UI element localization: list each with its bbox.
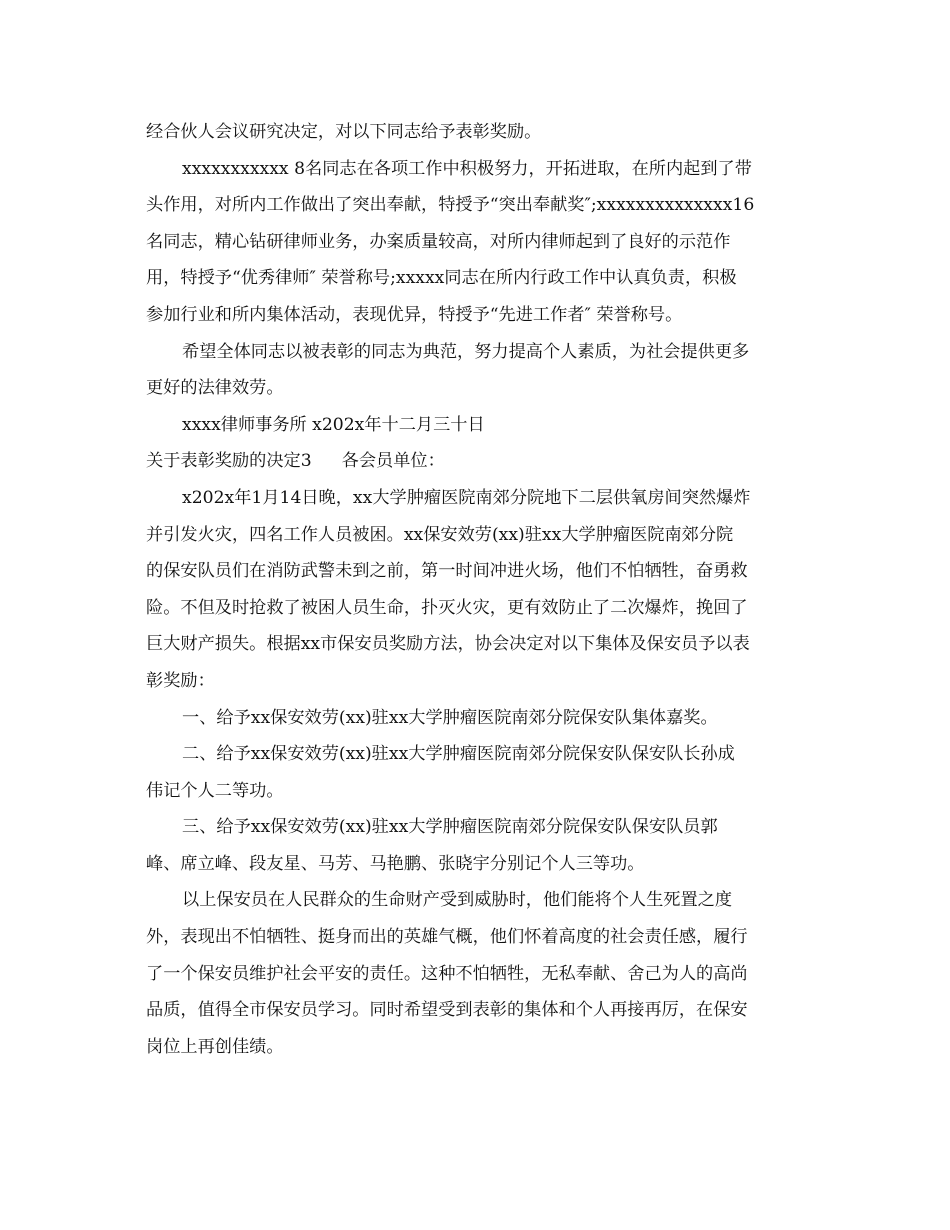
paragraph-line: 用，特授予“优秀律师″ 荣誉称号;xxxxx同志在所内行政工作中认真负责，积极 — [146, 268, 737, 289]
paragraph-line: 伟记个人二等功。 — [146, 780, 284, 801]
award-item-1: 一、给予xx保安效劳(xx)驻xx大学肿瘤医院南郊分院保安队集体嘉奖。 — [182, 707, 718, 728]
paragraph-line: 巨大财产损失。根据xx市保安员奖励方法，协会决定对以下集体及保安员予以表 — [146, 634, 750, 655]
section-title: 关于表彰奖励的决定3 — [146, 451, 312, 472]
award-item-2: 二、给予xx保安效劳(xx)驻xx大学肿瘤医院南郊分院保安队保安队长孙成 — [182, 744, 735, 765]
paragraph-line: 以上保安员在人民群众的生命财产受到威胁时，他们能将个人生死置之度 — [182, 890, 733, 911]
paragraph-line: xxxxxxxxxxx 8名同志在各项工作中积极努力，开拓进取，在所内起到了带 — [182, 158, 752, 179]
paragraph-line: 品质，值得全市保安员学习。同时希望受到表彰的集体和个人再接再厉，在保安 — [146, 1000, 748, 1021]
award-item-3: 三、给予xx保安效劳(xx)驻xx大学肿瘤医院南郊分院保安队保安队员郭 — [182, 817, 718, 838]
document-page — [146, 114, 810, 1065]
paragraph-line: 岗位上再创佳绩。 — [146, 1036, 284, 1057]
paragraph-line: 名同志，精心钻研律师业务，办案质量较高，对所内律师起到了良好的示范作 — [146, 231, 731, 252]
paragraph-line: 外，表现出不怕牺牲、挺身而出的英雄气概，他们怀着高度的社会责任感，履行 — [146, 927, 748, 948]
paragraph-line: 彰奖励： — [146, 670, 215, 691]
paragraph-line: x202x年1月14日晚，xx大学肿瘤医院南郊分院地下二层供氧房间突然爆炸 — [182, 487, 751, 508]
paragraph-line: 了一个保安员维护社会平安的责任。这种不怕牺牲，无私奉献、舍己为人的高尚 — [146, 963, 748, 984]
section-heading — [146, 443, 810, 480]
paragraph-line: 险。不但及时抢救了被困人员生命，扑灭火灾，更有效防止了二次爆炸，挽回了 — [146, 597, 748, 618]
paragraph-line: 更好的法律效劳。 — [146, 378, 284, 399]
paragraph-line: 参加行业和所内集体活动，表现优异，特授予“先进工作者″ 荣誉称号。 — [146, 304, 683, 325]
paragraph-line: 头作用，对所内工作做出了突出奉献，特授予“突出奉献奖″;xxxxxxxxxxxxxx16 — [146, 195, 755, 216]
paragraph-line: 希望全体同志以被表彰的同志为典范，努力提高个人素质，为社会提供更多 — [182, 341, 750, 362]
paragraph-line: 的保安队员们在消防武警未到之前，第一时间冲进火场，他们不怕牺牲，奋勇救 — [146, 561, 748, 582]
salutation: 各会员单位： — [341, 451, 445, 472]
paragraph-line: 并引发火灾，四名工作人员被困。xx保安效劳(xx)驻xx大学肿瘤医院南郊分院 — [146, 524, 734, 545]
signature-line: xxxx律师事务所 x202x年十二月三十日 — [182, 414, 485, 435]
paragraph-line: 经合伙人会议研究决定，对以下同志给予表彰奖励。 — [146, 122, 542, 142]
paragraph-line: 峰、席立峰、段友星、马芳、马艳鹏、张晓宇分别记个人三等功。 — [146, 853, 645, 874]
